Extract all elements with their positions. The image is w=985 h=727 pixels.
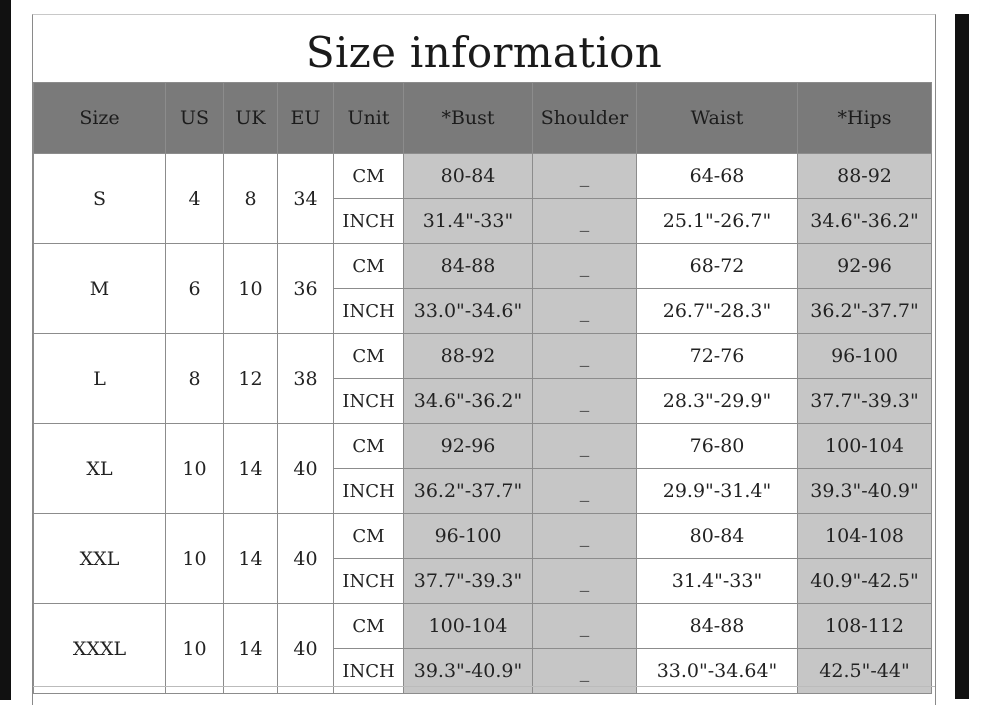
hips-cell: 92-96 [798, 244, 932, 289]
size-cell: M [34, 244, 166, 334]
unit-cell: INCH [334, 289, 404, 334]
bust-cell: 96-100 [404, 514, 533, 559]
waist-cell: 64-68 [637, 154, 798, 199]
shoulder-cell: _ [533, 379, 637, 424]
header-unit: Unit [334, 83, 404, 154]
uk-cell: 12 [224, 334, 278, 424]
waist-cell: 68-72 [637, 244, 798, 289]
size-cell: S [34, 154, 166, 244]
shoulder-cell: _ [533, 649, 637, 694]
right-border-bar [955, 14, 969, 699]
us-cell: 8 [166, 334, 224, 424]
table-header-row [34, 83, 932, 154]
bust-cell: 92-96 [404, 424, 533, 469]
header-eu: EU [278, 83, 334, 154]
waist-cell: 33.0"-34.64" [637, 649, 798, 694]
eu-cell: 34 [278, 154, 334, 244]
eu-cell: 38 [278, 334, 334, 424]
table-row [34, 334, 932, 379]
hips-cell: 104-108 [798, 514, 932, 559]
waist-cell: 72-76 [637, 334, 798, 379]
bust-cell: 100-104 [404, 604, 533, 649]
unit-cell: CM [334, 334, 404, 379]
bust-cell: 34.6"-36.2" [404, 379, 533, 424]
header-hips: *Hips [798, 83, 932, 154]
header-bust: *Bust [404, 83, 533, 154]
uk-cell: 14 [224, 604, 278, 694]
waist-cell: 31.4"-33" [637, 559, 798, 604]
shoulder-cell: _ [533, 154, 637, 199]
hips-cell: 108-112 [798, 604, 932, 649]
size-cell: XXL [34, 514, 166, 604]
size-cell: XL [34, 424, 166, 514]
us-cell: 6 [166, 244, 224, 334]
bust-cell: 80-84 [404, 154, 533, 199]
hips-cell: 36.2"-37.7" [798, 289, 932, 334]
unit-cell: INCH [334, 199, 404, 244]
uk-cell: 8 [224, 154, 278, 244]
table-row [34, 424, 932, 469]
shoulder-cell: _ [533, 604, 637, 649]
header-size: Size [34, 83, 166, 154]
size-cell: L [34, 334, 166, 424]
table-row [34, 244, 932, 289]
bust-cell: 88-92 [404, 334, 533, 379]
unit-cell: CM [334, 514, 404, 559]
bust-cell: 37.7"-39.3" [404, 559, 533, 604]
bust-cell: 39.3"-40.9" [404, 649, 533, 694]
bust-cell: 84-88 [404, 244, 533, 289]
table-row [34, 514, 932, 559]
header-us: US [166, 83, 224, 154]
size-table [33, 82, 932, 694]
shoulder-cell: _ [533, 469, 637, 514]
waist-cell: 76-80 [637, 424, 798, 469]
unit-cell: INCH [334, 469, 404, 514]
eu-cell: 40 [278, 514, 334, 604]
bust-cell: 31.4"-33" [404, 199, 533, 244]
header-uk: UK [224, 83, 278, 154]
waist-cell: 26.7"-28.3" [637, 289, 798, 334]
uk-cell: 14 [224, 514, 278, 604]
bottom-rule [33, 686, 935, 687]
table-row [34, 154, 932, 199]
waist-cell: 80-84 [637, 514, 798, 559]
hips-cell: 37.7"-39.3" [798, 379, 932, 424]
shoulder-cell: _ [533, 334, 637, 379]
page-title: Size information [305, 28, 663, 77]
unit-cell: CM [334, 604, 404, 649]
shoulder-cell: _ [533, 424, 637, 469]
waist-cell: 29.9"-31.4" [637, 469, 798, 514]
hips-cell: 39.3"-40.9" [798, 469, 932, 514]
header-waist: Waist [637, 83, 798, 154]
shoulder-cell: _ [533, 289, 637, 334]
hips-cell: 96-100 [798, 334, 932, 379]
shoulder-cell: _ [533, 244, 637, 289]
hips-cell: 42.5"-44" [798, 649, 932, 694]
header-shoulder: Shoulder [533, 83, 637, 154]
bust-cell: 33.0"-34.6" [404, 289, 533, 334]
unit-cell: CM [334, 244, 404, 289]
uk-cell: 14 [224, 424, 278, 514]
waist-cell: 25.1"-26.7" [637, 199, 798, 244]
unit-cell: INCH [334, 379, 404, 424]
bust-cell: 36.2"-37.7" [404, 469, 533, 514]
shoulder-cell: _ [533, 559, 637, 604]
us-cell: 10 [166, 514, 224, 604]
unit-cell: CM [334, 154, 404, 199]
hips-cell: 100-104 [798, 424, 932, 469]
eu-cell: 40 [278, 604, 334, 694]
eu-cell: 36 [278, 244, 334, 334]
shoulder-cell: _ [533, 199, 637, 244]
waist-cell: 84-88 [637, 604, 798, 649]
left-border-bar [0, 0, 11, 700]
uk-cell: 10 [224, 244, 278, 334]
unit-cell: INCH [334, 649, 404, 694]
hips-cell: 40.9"-42.5" [798, 559, 932, 604]
eu-cell: 40 [278, 424, 334, 514]
hips-cell: 34.6"-36.2" [798, 199, 932, 244]
unit-cell: INCH [334, 559, 404, 604]
hips-cell: 88-92 [798, 154, 932, 199]
table-row [34, 604, 932, 649]
us-cell: 4 [166, 154, 224, 244]
size-cell: XXXL [34, 604, 166, 694]
waist-cell: 28.3"-29.9" [637, 379, 798, 424]
unit-cell: CM [334, 424, 404, 469]
us-cell: 10 [166, 604, 224, 694]
shoulder-cell: _ [533, 514, 637, 559]
us-cell: 10 [166, 424, 224, 514]
